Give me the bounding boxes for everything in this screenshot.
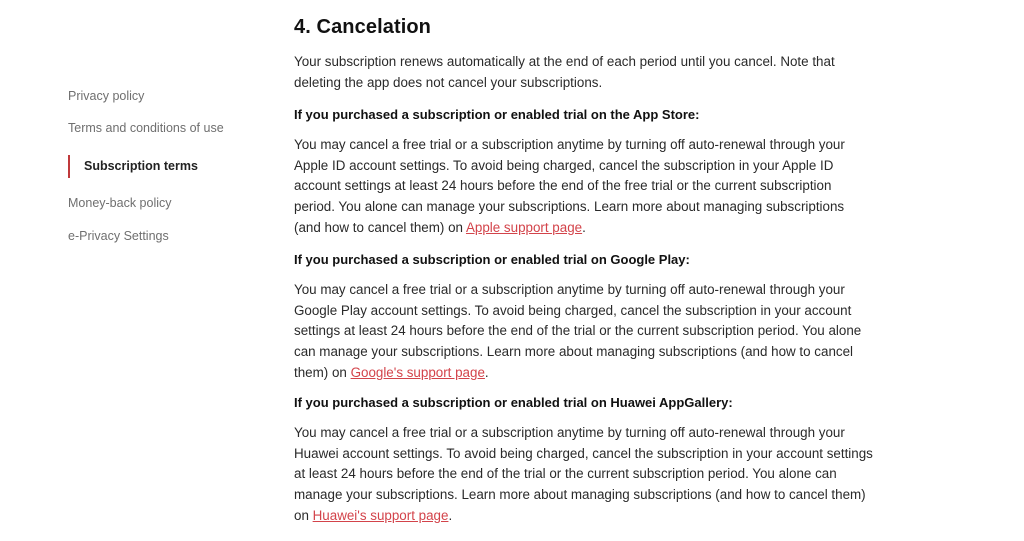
google-play-heading: If you purchased a subscription or enabled trial on Google Play:	[294, 252, 690, 267]
section-title: 4. Cancelation	[294, 16, 431, 38]
active-indicator	[68, 155, 70, 178]
huawei-support-link[interactable]: Huawei's support page	[312, 507, 449, 523]
sidebar-item-label: e-Privacy Settings	[68, 229, 169, 243]
sidebar-item-money-back-policy[interactable]	[68, 196, 172, 210]
sidebar-item-label: Money-back policy	[68, 196, 172, 210]
sidebar-item-subscription-terms[interactable]	[68, 159, 198, 173]
sidebar-item-privacy-policy[interactable]	[68, 89, 144, 103]
apple-support-link[interactable]: Apple support page	[465, 219, 583, 235]
sidebar-item-terms-and-conditions[interactable]	[68, 121, 224, 135]
sidebar-item-label: Terms and conditions of use	[68, 121, 224, 135]
huawei-paragraph	[294, 423, 880, 527]
google-play-paragraph	[294, 280, 880, 384]
app-store-paragraph	[294, 135, 856, 239]
period: .	[484, 364, 489, 380]
app-store-text: You may cancel a free trial or a subscription anytime by turning off auto-renewal through your Apple ID account settings. To avoid being charged, cancel the subscription in your Apple ID account settings at least 24 hours before the end of the free trial or the current subscription period. You alone can manage your subscriptions. Learn more about managing subscriptions (and how to cancel them) on	[294, 137, 845, 235]
huawei-heading: If you purchased a subscription or enabled trial on Huawei AppGallery:	[294, 395, 733, 410]
period: .	[448, 507, 453, 523]
app-store-heading: If you purchased a subscription or enabled trial on the App Store:	[294, 107, 700, 122]
google-play-text: You may cancel a free trial or a subscription anytime by turning off auto-renewal through your Google Play account settings. To avoid being charged, cancel the subscription in your account settings at least 24 hours before the end of the trial or the current subscription period. You alone can manage your subscriptions. Learn more about managing subscriptions (and how to cancel them) on	[294, 282, 862, 380]
sidebar-item-label: Subscription terms	[84, 159, 198, 173]
google-support-link[interactable]: Google's support page	[350, 364, 485, 380]
sidebar-item-label: Privacy policy	[68, 89, 145, 103]
huawei-text: You may cancel a free trial or a subscription anytime by turning off auto-renewal through your Huawei account settings. To avoid being charged, cancel the subscription in your account settings at least 24 hours before the end of the trial or the current subscription period. You alone can manage your subscriptions. Learn more about managing subscriptions (and how to cancel them) on	[294, 425, 873, 523]
sidebar-item-e-privacy-settings[interactable]	[68, 229, 169, 243]
period: .	[582, 219, 586, 235]
intro-paragraph: Your subscription renews automatically at the end of each period until you cancel. Note that deleting the app does not cancel your subscriptions.	[294, 54, 835, 90]
